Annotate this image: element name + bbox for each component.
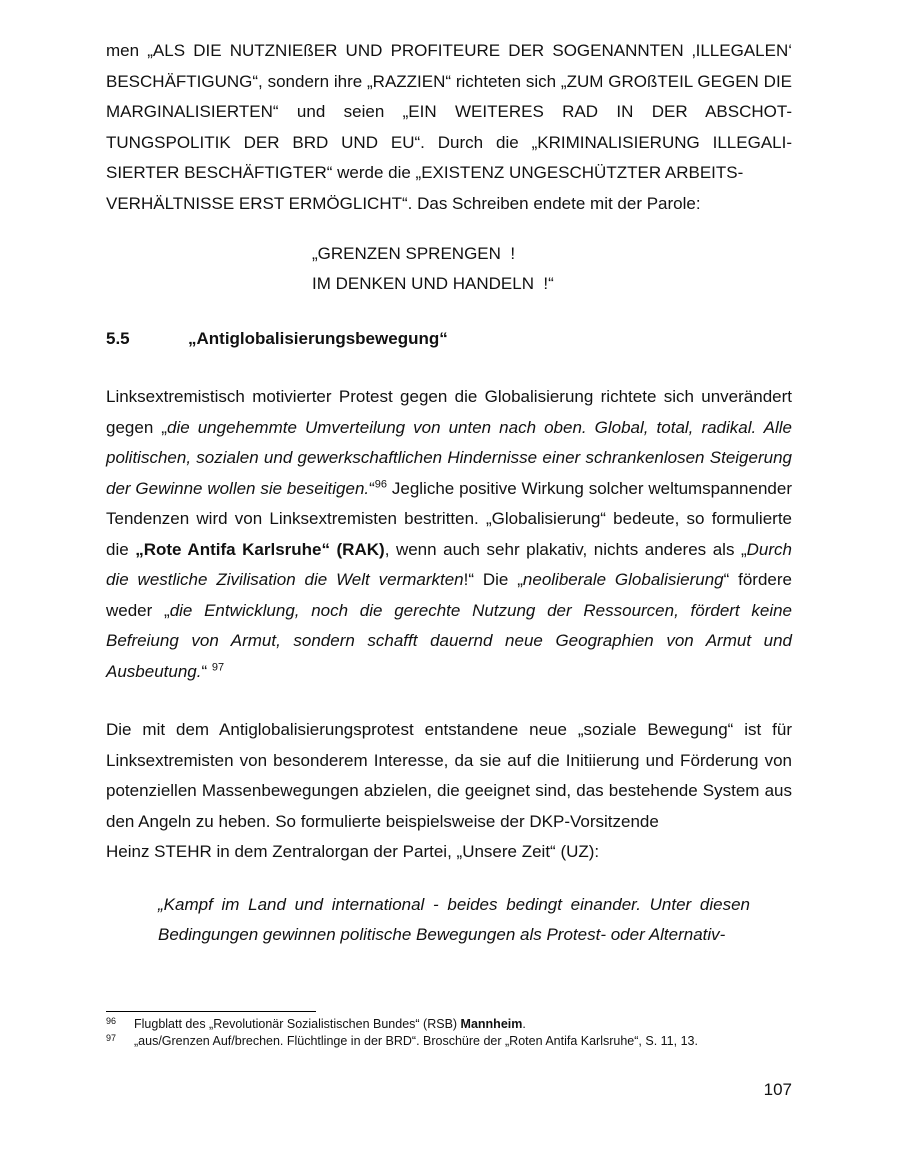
footnote-text-tail: .	[522, 1017, 526, 1031]
text-run: Die mit dem Antiglobalisierungsprotest entstandene neue „soziale Bewegung“ ist für Linksextremisten von besonderem Interesse, da sie auf die Initiierung und Förderung von potenziellen Massenbewegungen abzielen, die geeignet sind, das bestehende System aus den Angeln zu heben. So formulierte beispielsweise der DKP-Vorsitzende	[106, 720, 792, 831]
slogan-block	[312, 239, 792, 299]
line: VERHÄLTNISSE ERST ERMÖGLICHT“. Das Schreiben endete mit der Parole:	[106, 193, 701, 213]
quote-run: die ungehemmte Umverteilung von unten nach oben. Global, total, radikal. Alle politischen, sozialen und gewerkschaftlichen Hindernisse einer schrankenlosen Steigerung der Gewinne wollen sie beseitigen.	[106, 417, 792, 498]
quote-run: Durch die westliche Zivilisation die Welt vermarkten	[106, 539, 792, 589]
paragraph-soziale-bewegung	[106, 715, 792, 868]
slogan-line-2: IM DENKEN UND HANDELN !“	[312, 274, 554, 293]
quote-run: neoliberale Globalisierung	[522, 570, 724, 589]
block-quote: „Kampf im Land und international - beides bedingt einander. Unter diesen Bedingungen gewinnen politische Bewegungen als Protest- oder Alternativ-	[158, 894, 750, 944]
section-number: 5.5	[106, 329, 130, 348]
footnote-ref-97[interactable]: 97	[211, 660, 225, 673]
footnotes	[106, 1016, 806, 1050]
line: TUNGSPOLITIK DER BRD UND EU“. Durch die „KRIMINALISIERUNG ILLEGALI-	[106, 132, 792, 152]
footnote-96	[106, 1016, 806, 1033]
text-run-last: Heinz STEHR in dem Zentralorgan der Partei, „Unsere Zeit“ (UZ):	[106, 842, 600, 861]
quote-run: die Entwicklung, noch die gerechte Nutzung der Ressourcen, fördert keine Befreiung von Armut, sondern schafft dauernd neue Geographien von Armut und Ausbeutung.	[106, 600, 793, 681]
line: BESCHÄFTIGUNG“, sondern ihre „RAZZIEN“ richteten sich „ZUM GROßTEIL GEGEN	[106, 71, 759, 91]
footnote-text: „aus/Grenzen Auf/brechen. Flüchtlinge in der BRD“. Broschüre der „Roten Antifa Karlsruhe“, S. 11, 13.	[134, 1034, 698, 1048]
text-run: “ fördere weder „	[106, 570, 792, 620]
footnote-number: 96	[106, 1016, 117, 1026]
footnote-number: 97	[106, 1033, 117, 1043]
footnote-separator	[106, 1011, 316, 1012]
text-run: “	[201, 661, 212, 681]
line: men „ALS DIE NUTZNIEßER UND PROFITEURE DER SOGENANNTEN ‚ILLEGALEN‘	[106, 41, 792, 60]
footnote-97	[106, 1033, 806, 1050]
organization-name: „Rote Antifa Karlsruhe“ (RAK)	[135, 539, 385, 559]
line: SIERTER BESCHÄFTIGTER“ werde die „EXISTENZ UNGESCHÜTZTER ARBEITS-	[106, 163, 744, 182]
paragraph-globalisierung	[106, 382, 792, 687]
document-page	[106, 36, 792, 951]
text-run: “	[369, 478, 375, 498]
line: DIE MARGINALISIERTEN“ und seien „EIN WEITERES RAD IN DER ABSCHOT-	[106, 71, 793, 121]
paragraph-parole	[106, 36, 792, 219]
text-run: , wenn auch sehr plakativ, nichts anderes als „	[384, 539, 747, 559]
text-run: Jegliche positive Wirkung solcher weltumspannender Tendenzen wird von Linksextremisten bestritten. „Globalisierung“ bedeute, so formulierte die	[106, 478, 792, 559]
footnote-ref-96[interactable]: 96	[374, 477, 388, 490]
section-title: „Antiglobalisierungsbewegung“	[188, 329, 448, 348]
slogan-line-1: „GRENZEN SPRENGEN !	[312, 244, 516, 263]
footnote-text: Flugblatt des „Revolutionär Sozialistischen Bundes“ (RSB)	[134, 1017, 461, 1031]
text-run: !“ Die „	[463, 570, 523, 589]
page-number: 107	[763, 1080, 792, 1099]
section-heading	[106, 324, 792, 354]
text-run: Linksextremistisch motivierter Protest gegen die Globalisierung richtete sich unverändert gegen „	[106, 387, 792, 437]
footnote-bold: Mannheim	[460, 1017, 523, 1031]
